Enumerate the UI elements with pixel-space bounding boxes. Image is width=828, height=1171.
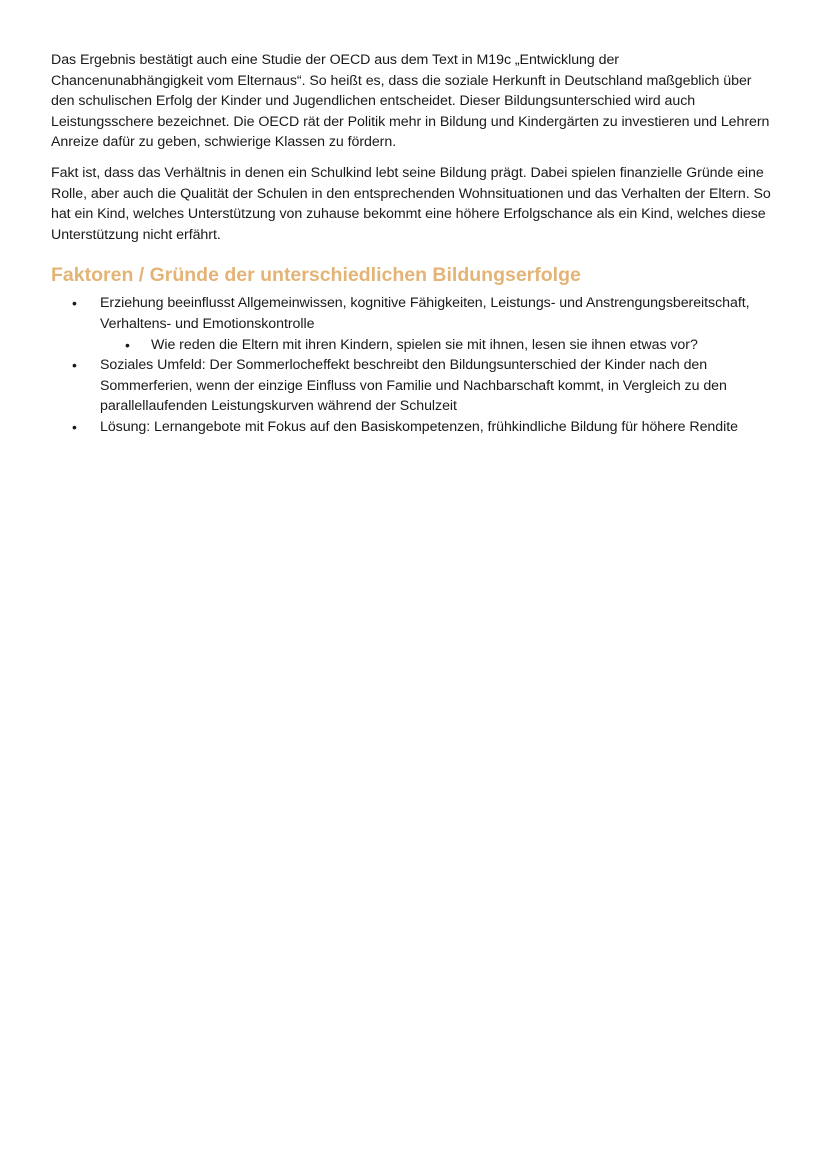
factors-list [51, 293, 771, 437]
section-heading: Faktoren / Gründe der unterschiedlichen Bildungserfolge [51, 264, 581, 287]
list-item-solution [51, 417, 771, 438]
list-item-text: Soziales Umfeld: Der Sommerlocheffekt beschreibt den Bildungsunterschied der Kinder nach den Sommerferien, wenn der einzige Einfluss von Familie und Nachbarschaft kommt, in Vergleich zu den parallellaufenden Leistungskurven während der Schulzeit [100, 357, 727, 415]
list-item-upbringing [51, 293, 771, 355]
list-item-text: Lösung: Lernangebote mit Fokus auf den Basiskompetenzen, frühkindliche Bildung für höhere Rendite [100, 418, 738, 435]
paragraph-oecd-study: Das Ergebnis bestätigt auch eine Studie der OECD aus dem Text in M19c „Entwicklung der Chancenunabhängigkeit vom Elternaus“. So heißt es, dass die soziale Herkunft in Deutschland maßgeblich über den schulischen Erfolg der Kinder und Jugendlichen entscheidet. Dieser Bildungsunterschied wird auch Leistungsschere bezeichnet. Die OECD rät der Politik mehr in Bildung und Kindergärten zu investieren und Lehrern Anreize dafür zu geben, schwierige Klassen zu fördern. [51, 52, 770, 151]
bullet-icon: • [72, 418, 77, 435]
bullet-icon: • [125, 336, 130, 353]
list-item-social-environment [51, 355, 771, 417]
bullet-icon: • [72, 357, 77, 374]
sub-list [100, 335, 771, 356]
list-item-text: Erziehung beeinflusst Allgemeinwissen, kognitive Fähigkeiten, Leistungs- und Anstrengungsbereitschaft, Verhaltens- und Emotionskontrolle [100, 295, 750, 332]
sub-list-item [100, 335, 771, 356]
document-page [51, 50, 771, 438]
bullet-icon: • [72, 295, 77, 312]
sub-list-item-text: Wie reden die Eltern mit ihren Kindern, spielen sie mit ihnen, lesen sie ihnen etwas vor? [151, 336, 698, 353]
paragraph-living-conditions: Fakt ist, dass das Verhältnis in denen ein Schulkind lebt seine Bildung prägt. Dabei spielen finanzielle Gründe eine Rolle, aber auch die Qualität der Schulen in den entsprechenden Wohnsituationen und das Verhalten der Eltern. So hat ein Kind, welches Unterstützung von zuhause bekommt eine höhere Erfolgschance als ein Kind, welches diese Unterstützung nicht erfährt. [51, 164, 771, 243]
